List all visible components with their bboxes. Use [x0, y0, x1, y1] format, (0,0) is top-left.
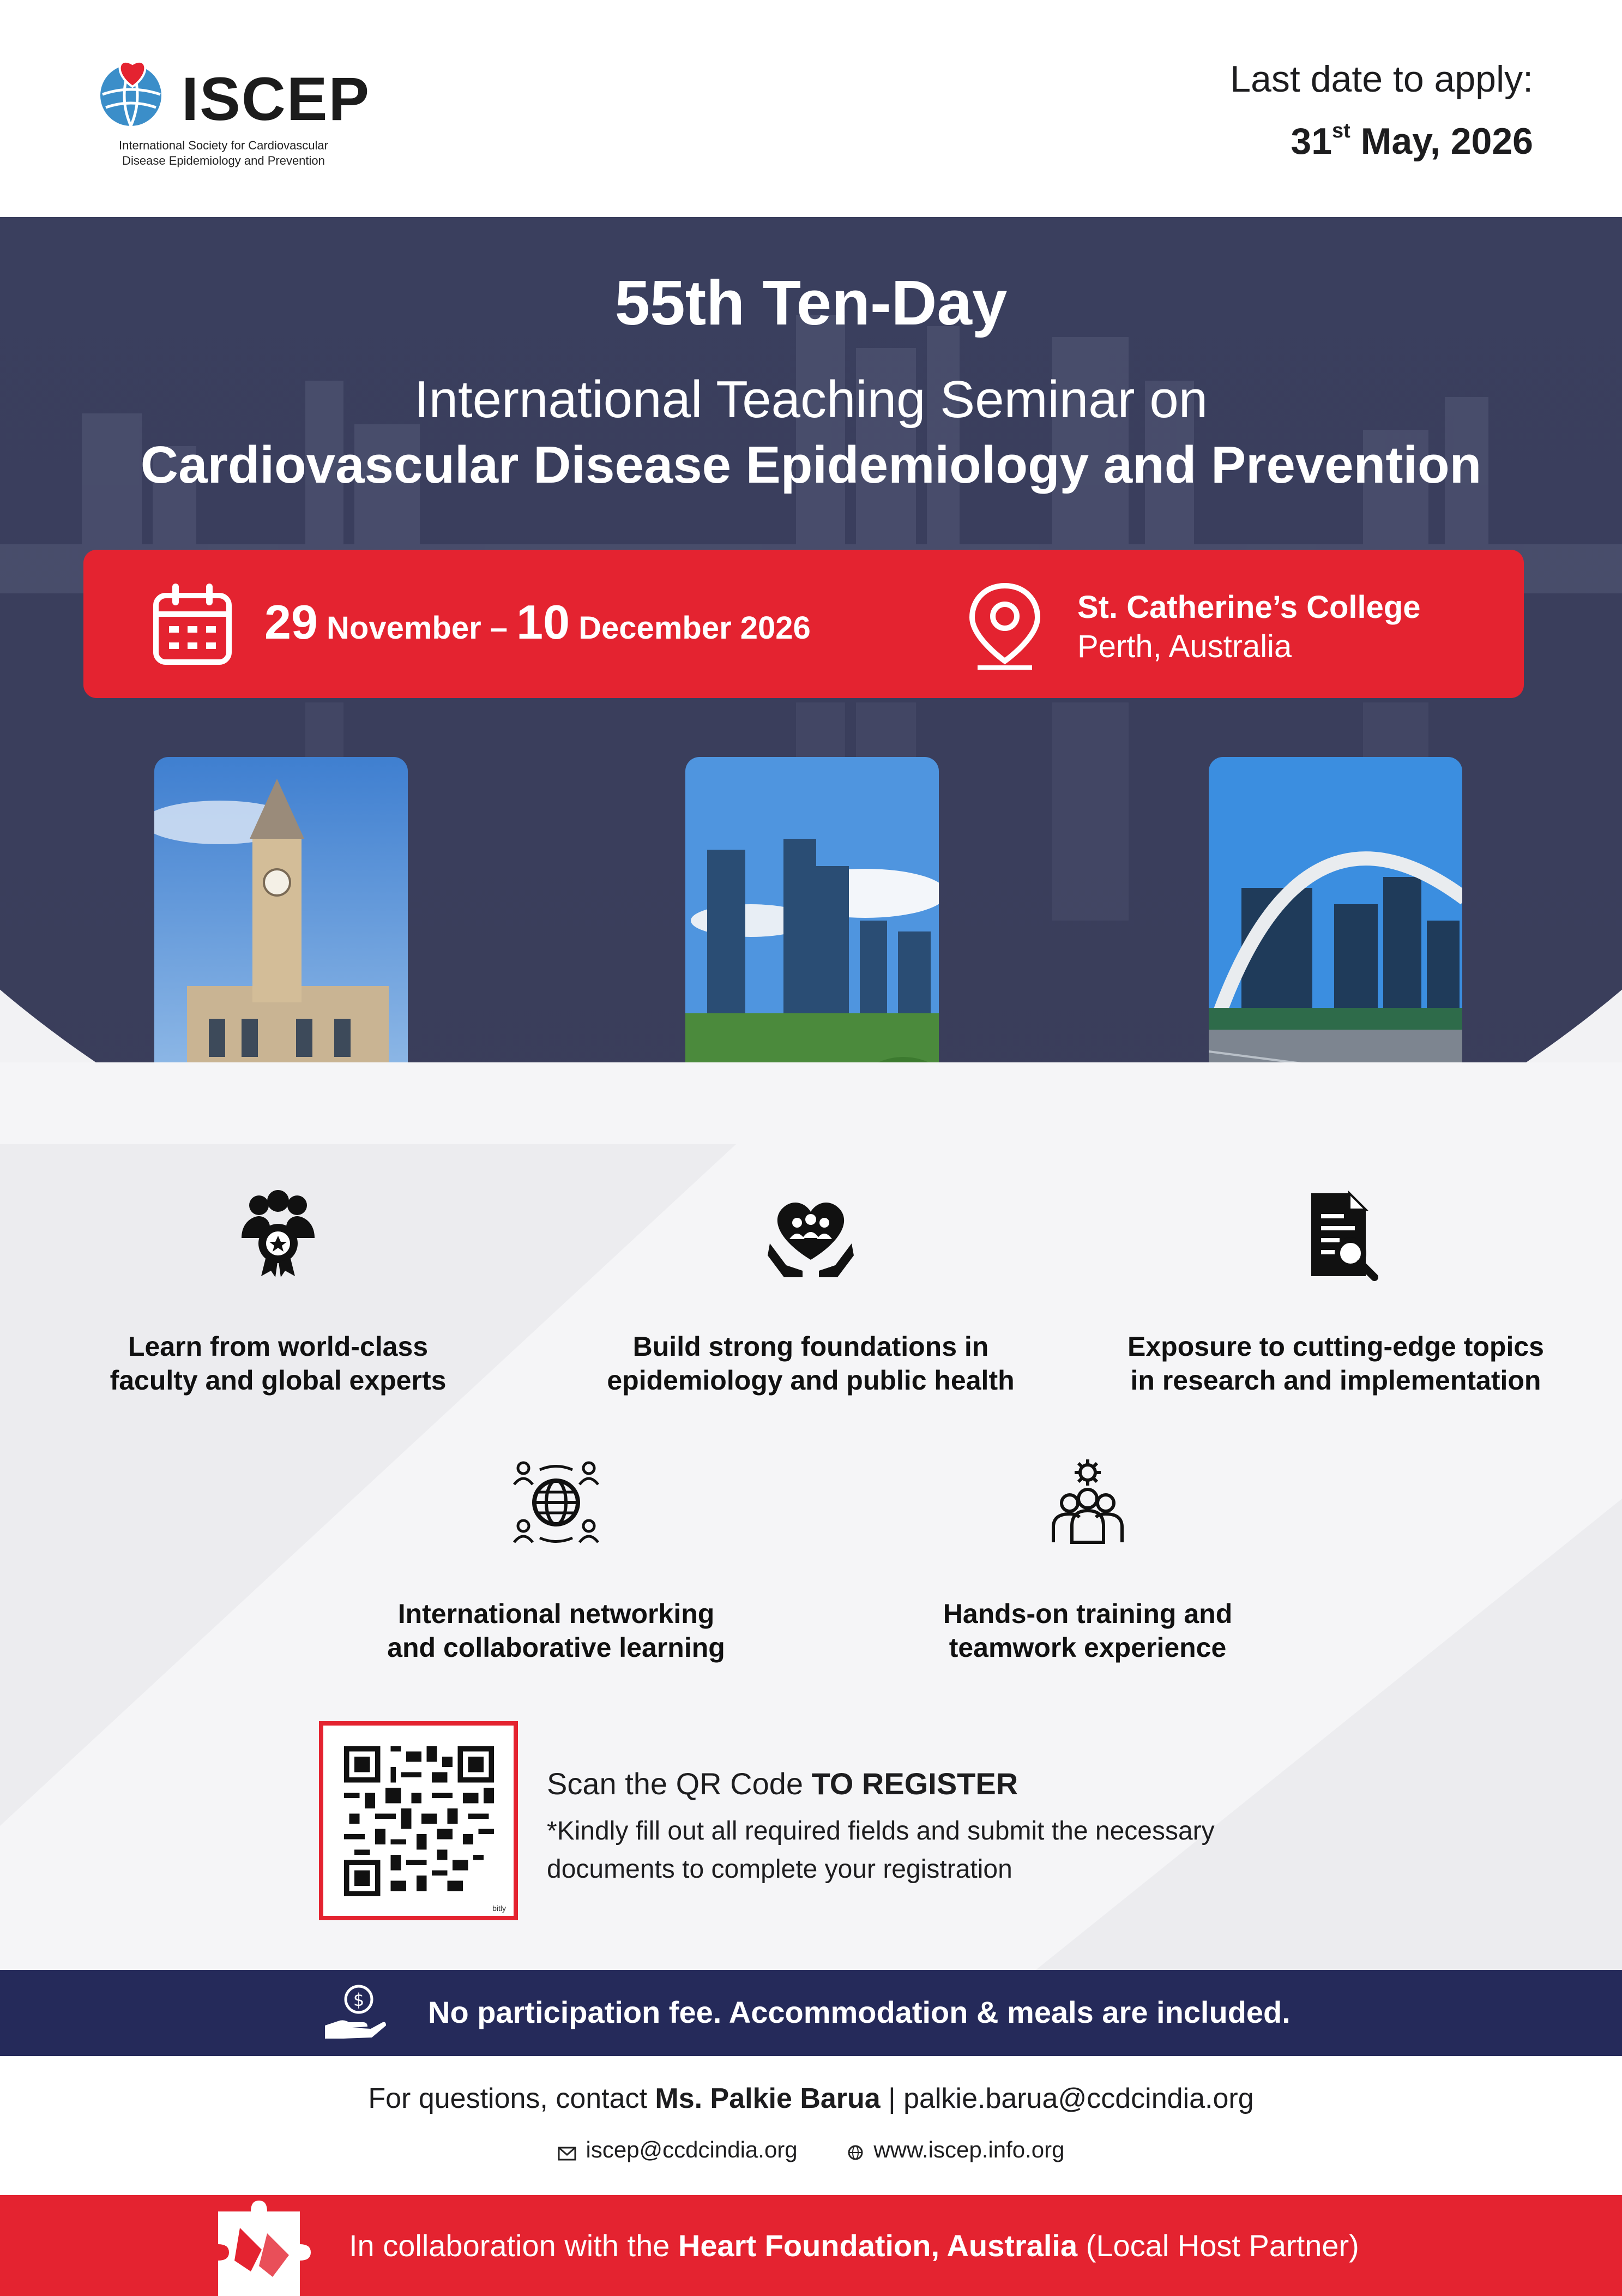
contact-person-line: For questions, contact Ms. Palkie Barua | palkie.barua@ccdcindia.org [368, 2083, 1254, 2114]
puzzle-handshake-icon [207, 2195, 311, 2296]
community-care-icon [764, 1189, 857, 1282]
photo-arch-bridge-towers [1209, 757, 1462, 1062]
qr-code-icon [344, 1746, 494, 1896]
benefit-text: Hands-on training and teamwork experience [943, 1598, 1233, 1663]
registration-note: *Kindly fill out all required fields and submit the necessary documents to complete your registration [547, 1817, 1215, 1884]
location-pin-icon [967, 581, 1043, 672]
registration-heading: Scan the QR Code TO REGISTER [547, 1766, 1018, 1801]
photo-clock-tower-building [154, 757, 408, 1062]
logo-full-name: International Society for Cardiovascular Disease Epidemiology and Prevention [119, 139, 328, 167]
header [0, 0, 1622, 217]
hero-section [0, 217, 1622, 1062]
teamwork-gear-icon [1041, 1456, 1134, 1549]
collaboration-text: In collaboration with the Heart Foundation, Australia (Local Host Partner) [349, 2228, 1359, 2263]
research-document-icon [1289, 1189, 1382, 1282]
event-details-bar [83, 550, 1524, 698]
expert-award-icon [232, 1189, 324, 1282]
contact-links [0, 2137, 1622, 2163]
globe-icon [847, 2144, 864, 2161]
svg-text:$: $ [353, 1990, 365, 2010]
calendar-icon [152, 581, 233, 666]
registration-qr-code[interactable] [319, 1721, 518, 1920]
venue-name: St. Catherine’s College [1077, 590, 1421, 625]
benefit-world-class-faculty [87, 1189, 469, 1397]
envelope-icon [558, 2147, 576, 2161]
contact-section [0, 2056, 1622, 2195]
benefit-text: Learn from world-class faculty and global experts [110, 1331, 447, 1396]
benefit-hands-on-training [897, 1456, 1279, 1664]
application-deadline [1230, 55, 1533, 169]
venue-city: Perth, Australia [1077, 629, 1292, 664]
event-title: 55th Ten-Day [614, 267, 1008, 338]
benefit-text: International networking and collaborative learning [387, 1598, 725, 1663]
event-venue [1077, 588, 1421, 666]
benefit-strong-foundations [593, 1189, 1029, 1397]
benefit-text: Exposure to cutting-edge topics in research and implementation [1127, 1331, 1544, 1396]
benefit-text: Build strong foundations in epidemiology and public health [607, 1331, 1015, 1396]
fee-banner [0, 1970, 1622, 2056]
qr-bitly-mark: bitly [492, 1904, 506, 1913]
global-network-icon [510, 1456, 602, 1549]
photo-perth-city-skyline [685, 757, 939, 1062]
deadline-label: Last date to apply: [1230, 58, 1533, 100]
benefit-cutting-edge-topics [1112, 1189, 1559, 1397]
fee-text: No participation fee. Accommodation & meals are included. [428, 1995, 1291, 2029]
contact-person-email[interactable]: palkie.barua@ccdcindia.org [903, 2083, 1254, 2114]
benefit-international-networking [365, 1456, 747, 1664]
logo-wordmark: ISCEP [182, 65, 371, 133]
event-dates: 29 November – 10 December 2026 [264, 595, 811, 649]
event-subtitle-line2: Cardiovascular Disease Epidemiology and Prevention [140, 436, 1482, 494]
event-subtitle-line1: International Teaching Seminar on [414, 370, 1208, 429]
deadline-date: 31st May, 2026 [1291, 119, 1533, 162]
iscep-logo [92, 52, 371, 172]
collaboration-banner [0, 2195, 1622, 2296]
money-hand-icon [322, 1983, 387, 2043]
partner-name: Heart Foundation, Australia [678, 2228, 1078, 2263]
website-link[interactable]: www.iscep.info.org [847, 2137, 1064, 2163]
email-link[interactable]: iscep@ccdcindia.org [558, 2137, 798, 2163]
registration-instructions [547, 1766, 1337, 1889]
globe-heart-logo-icon [92, 52, 173, 128]
